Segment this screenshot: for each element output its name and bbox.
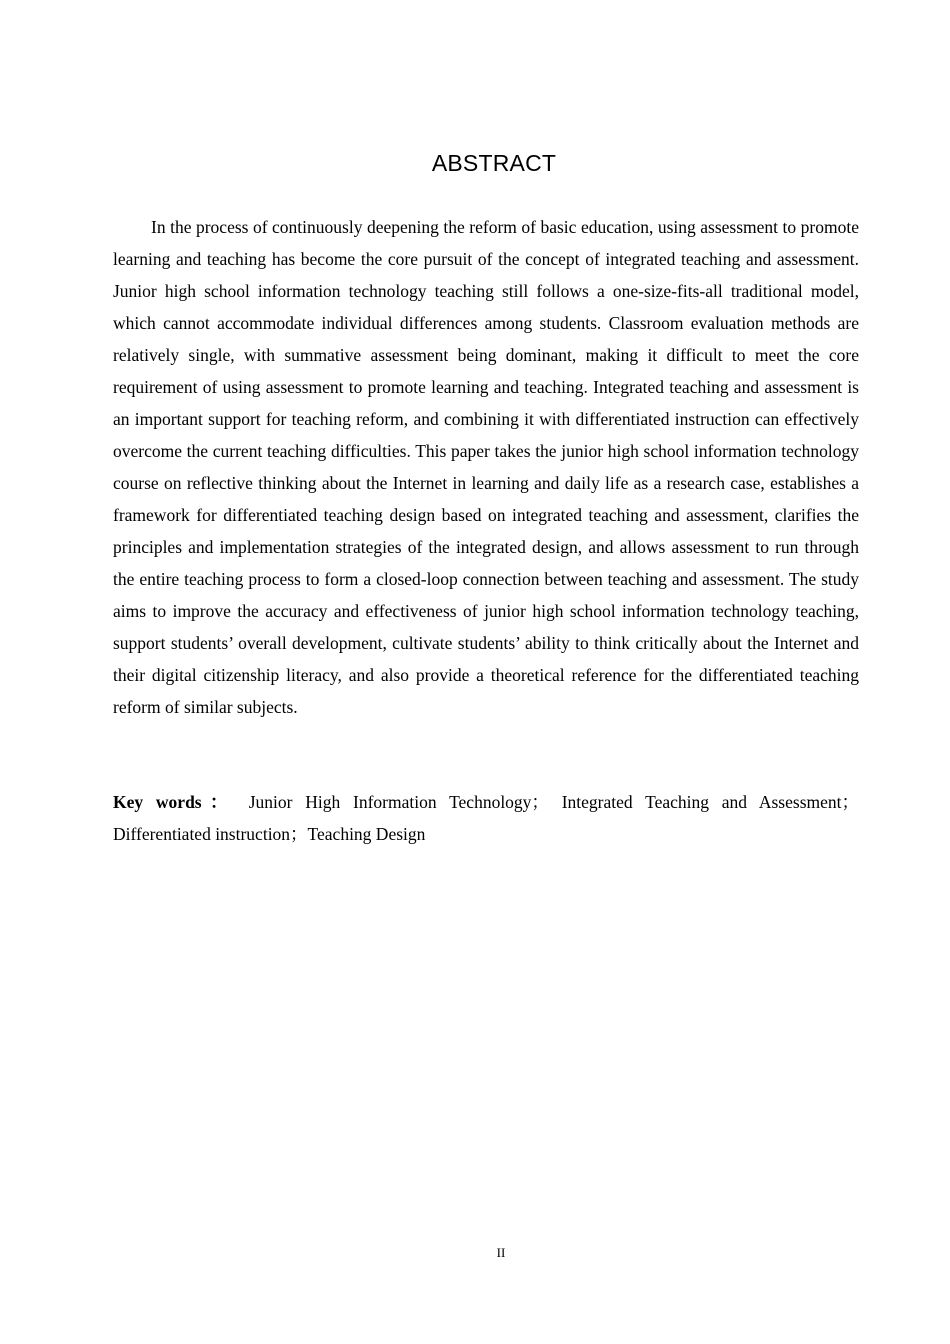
keywords-line: [113, 786, 859, 850]
page-number: II: [496, 1245, 506, 1260]
keywords-text: Junior High Information Technology； Integrated Teaching and Assessment；Differentiated instruction；Teaching Design: [113, 792, 859, 844]
abstract-title: ABSTRACT: [431, 150, 557, 176]
abstract-paragraph: In the process of continuously deepening the reform of basic education, using assessment to promote learning and teaching has become the core pursuit of the concept of integrated teaching and assessment. Junior high school information technology teaching still follows a one-size-fits-all traditional model, which cannot accommodate individual differences among students. Classroom evaluation methods are relatively single, with summative assessment being dominant, making it difficult to meet the core requirement of using assessment to promote learning and teaching. Integrated teaching and assessment is an important support for teaching reform, and combining it with differentiated instruction can effectively overcome the current teaching difficulties. This paper takes the junior high school information technology course on reflective thinking about the Internet in learning and daily life as a research case, establishes a framework for differentiated teaching design based on integrated teaching and assessment, clarifies the principles and implementation strategies of the integrated design, and allows assessment to run through the entire teaching process to form a closed-loop connection between teaching and assessment. The study aims to improve the accuracy and effectiveness of junior high school information technology teaching, support students’ overall development, cultivate students’ ability to think critically about the Internet and their digital citizenship literacy, and also provide a theoretical reference for the differentiated teaching reform of similar subjects.: [113, 217, 859, 717]
keywords-label: Key words：: [113, 792, 236, 812]
